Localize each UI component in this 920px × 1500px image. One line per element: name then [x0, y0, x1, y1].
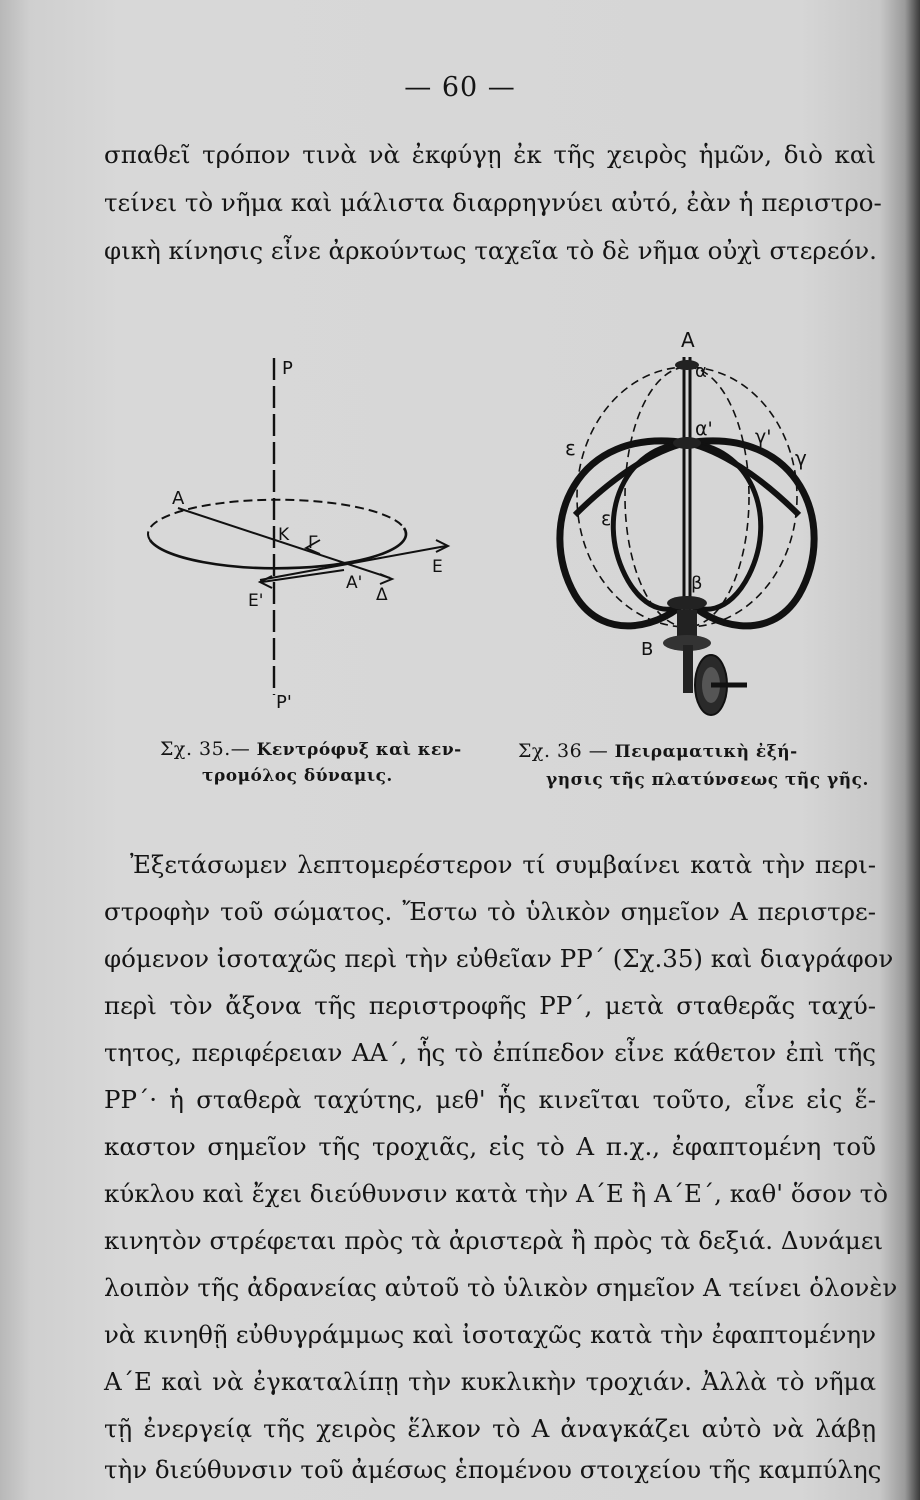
label-A-prime: A': [346, 573, 363, 593]
figure-35-title: Κεντρόφυξ καὶ κεν-: [256, 740, 462, 760]
text-line: λοιπὸν τῆς ἀδρανείας αὐτοῦ τὸ ὑλικὸν σημεῖον Α τείνει ὁλονὲν: [104, 1273, 898, 1302]
label-Gamma: Γ: [308, 533, 318, 553]
text-line: τῇ ἐνεργείᾳ τῆς χειρὸς ἕλκον τὸ Α ἀναγκάζει αὐτὸ νὰ λάβῃ: [104, 1414, 876, 1443]
label-A: A: [681, 328, 695, 352]
text-line: Ἐξετάσωμεν λεπτομερέστερον τί συμβαίνει κατὰ τὴν περι-: [130, 850, 876, 879]
text-line: τητος, περιφέρειαν ΑΑ΄, ἧς τὸ ἐπίπεδον εἶνε κάθετον ἐπὶ τῆς: [104, 1038, 876, 1067]
text-line: τείνει τὸ νῆμα καὶ μάλιστα διαρρηγνύει αὐτό, ἐὰν ἡ περιστρο-: [104, 188, 882, 217]
text-line: ΡΡ΄· ἡ σταθερὰ ταχύτης, μεθ' ἧς κινεῖται τοῦτο, εἶνε εἰς ἕ-: [104, 1085, 876, 1114]
text-line: κινητὸν στρέφεται πρὸς τὰ ἀριστερὰ ἢ πρὸς τὰ δεξιά. Δυνάμει: [104, 1226, 884, 1255]
label-epsilon-prime: ε': [601, 508, 617, 530]
figure-36-caption: [518, 740, 798, 762]
figure-35-caption: [160, 738, 462, 760]
text-line: φόμενον ἰσοταχῶς περὶ τὴν εὐθεῖαν ΡΡ΄ (Σχ.35) καὶ διαγράφον: [104, 944, 894, 973]
text-line: στροφὴν τοῦ σώματος. Ἔστω τὸ ὑλικὸν σημεῖον Α περιστρε-: [104, 897, 876, 926]
label-gamma: γ: [795, 446, 807, 470]
text-line: νὰ κινηθῇ εὐθυγράμμως καὶ ἰσοταχῶς κατὰ τὴν ἐφαπτομένην: [104, 1320, 876, 1349]
label-Delta: Δ: [376, 585, 388, 605]
figure-36-title: Πειραματικὴ ἐξή-: [614, 742, 798, 762]
label-A: A: [172, 488, 185, 509]
text-line: τὴν διεύθυνσιν τοῦ ἀμέσως ἑπομένου στοιχείου τῆς καμπύλης: [104, 1455, 882, 1484]
label-B: B: [641, 639, 654, 660]
label-E-prime: E': [248, 591, 264, 611]
label-beta: β: [691, 573, 703, 594]
figure-36-number: Σχ. 36 —: [518, 740, 609, 762]
label-gamma-prime: γ': [755, 426, 772, 448]
label-P-prime: P': [276, 692, 292, 713]
label-alpha-prime: α': [695, 418, 713, 440]
text-line: κύκλου καὶ ἔχει διεύθυνσιν κατὰ τὴν Α΄Ε ἢ Α΄Ε΄, καθ' ὅσον τὸ: [104, 1179, 889, 1208]
text-line: σπαθεῖ τρόπον τινὰ νὰ ἐκφύγῃ ἐκ τῆς χειρὸς ἡμῶν, διὸ καὶ: [104, 140, 876, 169]
label-alpha: α: [695, 361, 707, 382]
text-line: Α΄Ε καὶ νὰ ἐγκαταλίπῃ τὴν κυκλικὴν τροχιάν. Ἀλλὰ τὸ νῆμα: [104, 1367, 876, 1396]
label-P: P: [282, 358, 293, 379]
text-line: περὶ τὸν ἄξονα τῆς περιστροφῆς ΡΡ΄, μετὰ σταθερᾶς ταχύ-: [104, 991, 876, 1020]
label-E: E: [432, 557, 443, 577]
figure-36-caption-line2: γησις τῆς πλατύνσεως τῆς γῆς.: [546, 770, 869, 790]
figure-36-earth-flattening-apparatus: [555, 325, 835, 725]
label-epsilon: ε: [565, 436, 576, 460]
text-line: φικὴ κίνησις εἶνε ἀρκούντως ταχεῖα τὸ δὲ νῆμα οὐχὶ στερεόν.: [104, 236, 877, 265]
figure-35-number: Σχ. 35.—: [160, 738, 251, 760]
figure-35-caption-line2: τρομόλος δύναμις.: [202, 766, 393, 786]
label-K: K: [278, 525, 290, 545]
figure-35-centrifugal-diagram: [130, 350, 460, 713]
page-number: — 60 —: [404, 72, 516, 103]
text-line: καστον σημεῖον τῆς τροχιᾶς, εἰς τὸ Α π.χ., ἐφαπτομένη τοῦ: [104, 1132, 876, 1161]
